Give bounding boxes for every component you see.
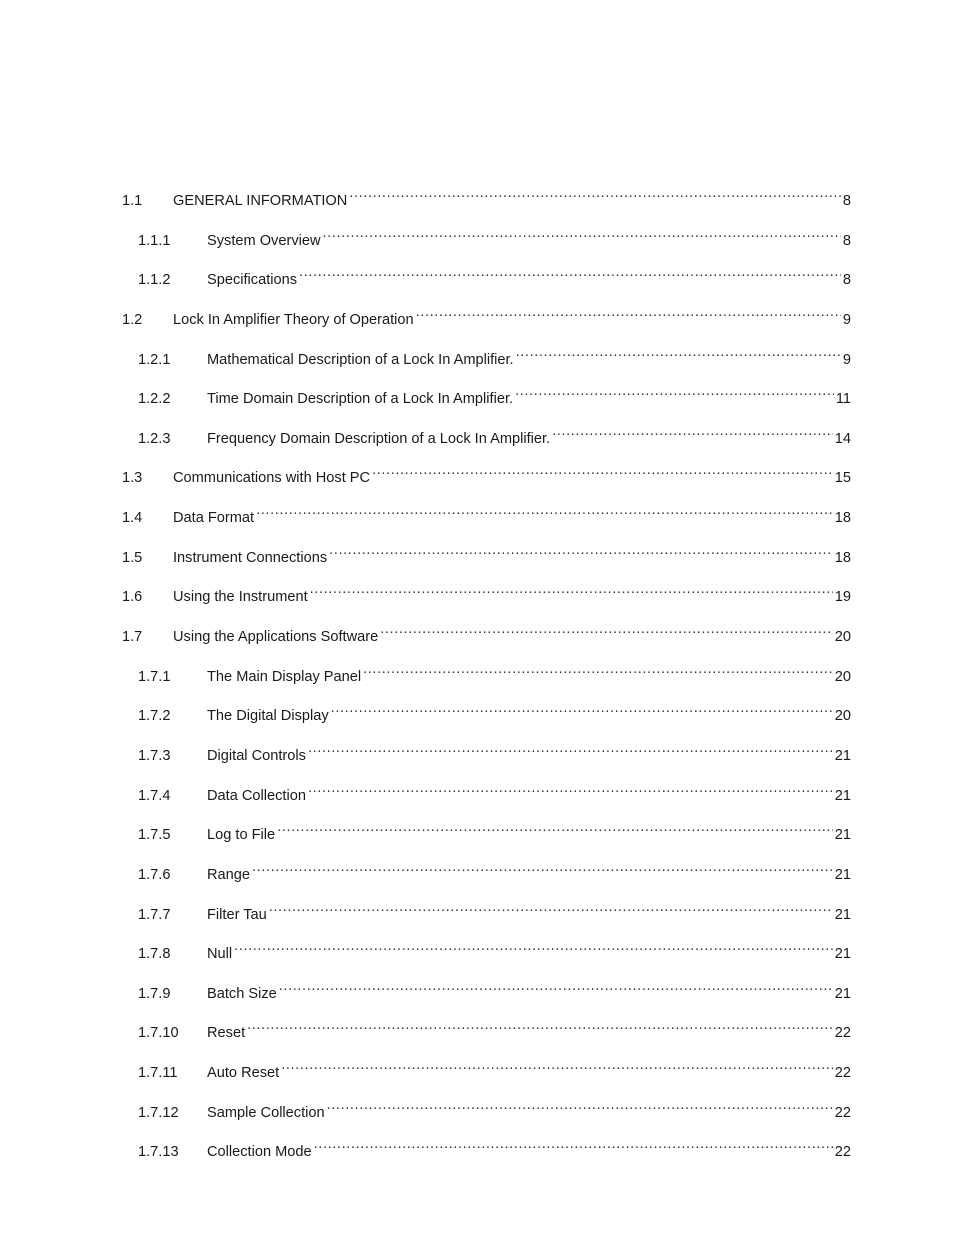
dot-leader	[277, 823, 833, 839]
toc-entry[interactable]	[122, 545, 851, 585]
toc-entry-title: Reset	[207, 1025, 246, 1042]
toc-entry[interactable]	[122, 862, 851, 902]
toc-entry-number: 1.2.2	[138, 391, 171, 408]
toc-entry-page-number: 22	[834, 1104, 851, 1121]
toc-entry-page-number: 19	[834, 589, 851, 606]
toc-entry-number: 1.1	[122, 193, 143, 209]
toc-entry[interactable]	[122, 267, 851, 307]
dot-leader	[308, 744, 833, 760]
toc-entry-title: Lock In Amplifier Theory of Operation	[173, 311, 414, 328]
toc-entry-number: 1.5	[122, 549, 143, 566]
dot-leader	[314, 1140, 833, 1156]
toc-entry-title: Range	[207, 866, 251, 883]
toc-entry[interactable]	[122, 228, 851, 268]
toc-entry[interactable]	[122, 981, 851, 1021]
toc-entry[interactable]	[122, 584, 851, 624]
dot-leader	[279, 982, 833, 998]
toc-entry-number: 1.4	[122, 510, 143, 527]
toc-entry-number: 1.6	[122, 589, 143, 606]
dot-leader	[327, 1101, 833, 1117]
toc-entry-page-number: 15	[834, 470, 851, 487]
toc-entry-page-number: 21	[834, 747, 851, 764]
toc-entry-title: Sample Collection	[207, 1104, 325, 1121]
toc-entry-page-number: 20	[834, 668, 851, 685]
toc-entry[interactable]	[122, 465, 851, 505]
toc-entry-title: Using the Applications Software	[173, 629, 379, 646]
toc-entry[interactable]	[122, 822, 851, 862]
toc-entry[interactable]	[122, 505, 851, 545]
toc-entry-page-number: 18	[834, 549, 851, 566]
toc-entry-title: The Main Display Panel	[207, 668, 362, 685]
toc-entry-page-number: 8	[842, 272, 851, 289]
dot-leader	[516, 348, 841, 364]
dot-leader	[380, 625, 833, 641]
dot-leader	[323, 229, 841, 245]
toc-entry-page-number: 9	[842, 351, 851, 368]
toc-entry-page-number: 22	[834, 1065, 851, 1082]
toc-entry-title: GENERAL INFORMATION	[173, 193, 348, 209]
toc-entry-title: Digital Controls	[207, 747, 306, 764]
toc-entry-title: Log to File	[207, 827, 276, 844]
toc-entry-page-number: 21	[834, 787, 851, 804]
toc-entry-number: 1.7.7	[138, 906, 171, 923]
toc-entry-page-number: 18	[834, 510, 851, 527]
toc-entry-title: Using the Instrument	[173, 589, 308, 606]
toc-entry-page-number: 21	[834, 827, 851, 844]
dot-leader	[372, 466, 833, 482]
toc-entry-number: 1.7.11	[138, 1065, 178, 1082]
toc-entry[interactable]	[122, 1020, 851, 1060]
dot-leader	[281, 1061, 833, 1077]
toc-entry-number: 1.7.8	[138, 946, 171, 963]
toc-entry-title: Data Format	[173, 510, 255, 527]
toc-entry[interactable]	[122, 1139, 851, 1179]
toc-entry-page-number: 22	[834, 1144, 851, 1161]
toc-entry[interactable]	[122, 902, 851, 942]
dot-leader	[329, 546, 833, 562]
toc-entry-page-number: 11	[835, 391, 851, 408]
toc-entry[interactable]	[122, 1060, 851, 1100]
dot-leader	[299, 268, 841, 284]
toc-entry-number: 1.2	[122, 311, 143, 328]
toc-entry[interactable]	[122, 426, 851, 466]
toc-entry-title: Filter Tau	[207, 906, 267, 923]
toc-entry-title: Collection Mode	[207, 1144, 312, 1161]
toc-entry[interactable]	[122, 703, 851, 743]
toc-entry-page-number: 8	[842, 232, 851, 249]
toc-entry-number: 1.1.1	[138, 232, 171, 249]
toc-entry-number: 1.7.6	[138, 866, 171, 883]
toc-entry[interactable]	[122, 664, 851, 704]
dot-leader	[310, 585, 833, 601]
toc-entry-number: 1.7.12	[138, 1104, 179, 1121]
dot-leader	[515, 387, 834, 403]
toc-entry-page-number: 21	[834, 946, 851, 963]
toc-entry-number: 1.1.2	[138, 272, 171, 289]
dot-leader	[252, 863, 833, 879]
toc-entry[interactable]	[122, 386, 851, 426]
toc-entry-number: 1.7.2	[138, 708, 171, 725]
toc-entry-title: Frequency Domain Description of a Lock In Amplifier.	[207, 430, 551, 447]
dot-leader	[416, 308, 841, 324]
toc-entry-title: Mathematical Description of a Lock In Amplifier.	[207, 351, 514, 368]
toc-entry-number: 1.2.3	[138, 430, 171, 447]
toc-entry-page-number: 20	[834, 708, 851, 725]
dot-leader	[349, 189, 841, 205]
toc-entry-page-number: 20	[834, 629, 851, 646]
toc-entry[interactable]	[122, 307, 851, 347]
toc-entry[interactable]	[122, 743, 851, 783]
toc-entry[interactable]	[122, 783, 851, 823]
toc-entry-number: 1.7.13	[138, 1144, 179, 1161]
toc-entry-page-number: 21	[834, 906, 851, 923]
toc-entry-title: Communications with Host PC	[173, 470, 371, 487]
toc-entry-page-number: 22	[834, 1025, 851, 1042]
toc-entry-number: 1.7.3	[138, 747, 171, 764]
dot-leader	[552, 427, 833, 443]
toc-entry-title: Instrument Connections	[173, 549, 328, 566]
toc-entry-number: 1.7	[122, 629, 143, 646]
toc-entry-number: 1.7.9	[138, 985, 171, 1002]
toc-entry[interactable]	[122, 941, 851, 981]
toc-entry-title: Data Collection	[207, 787, 306, 804]
toc-entry-number: 1.7.1	[138, 668, 171, 685]
dot-leader	[234, 942, 833, 958]
toc-entry-page-number: 21	[834, 985, 851, 1002]
toc-entry[interactable]	[122, 1100, 851, 1140]
toc-entry-title: Null	[207, 946, 233, 963]
toc-entry-number: 1.3	[122, 470, 143, 487]
toc-entry-title: Auto Reset	[207, 1065, 280, 1082]
toc-entry-page-number: 9	[842, 311, 851, 328]
toc-entry-number: 1.2.1	[138, 351, 171, 368]
toc-entry[interactable]	[122, 188, 851, 228]
toc-entry-number: 1.7.10	[138, 1025, 179, 1042]
toc-entry[interactable]	[122, 347, 851, 387]
toc-entry-page-number: 21	[834, 866, 851, 883]
toc-entry-number: 1.7.5	[138, 827, 171, 844]
dot-leader	[256, 506, 833, 522]
dot-leader	[331, 704, 833, 720]
dot-leader	[363, 665, 833, 681]
toc-entry-number: 1.7.4	[138, 787, 171, 804]
toc-entry-page-number: 8	[842, 193, 851, 209]
table-of-contents	[122, 188, 851, 1179]
toc-entry[interactable]	[122, 624, 851, 664]
toc-entry-title: Specifications	[207, 272, 298, 289]
toc-entry-title: The Digital Display	[207, 708, 329, 725]
toc-entry-title: System Overview	[207, 232, 321, 249]
dot-leader	[269, 903, 833, 919]
toc-entry-title: Batch Size	[207, 985, 277, 1002]
dot-leader	[247, 1021, 833, 1037]
dot-leader	[308, 784, 833, 800]
toc-entry-page-number: 14	[834, 430, 851, 447]
toc-entry-title: Time Domain Description of a Lock In Amplifier.	[207, 391, 514, 408]
